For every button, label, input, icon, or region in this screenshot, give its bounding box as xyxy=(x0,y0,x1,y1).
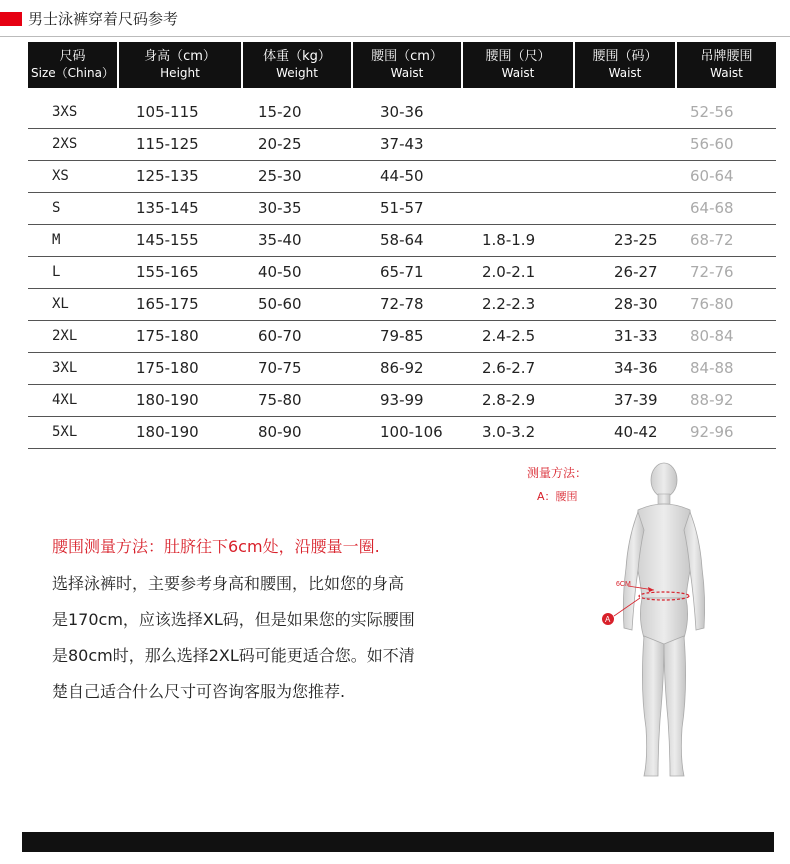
table-cell: 23-25 xyxy=(574,224,676,256)
table-row xyxy=(28,160,776,192)
table-body xyxy=(28,88,776,448)
table-cell: 50-60 xyxy=(242,288,352,320)
table-cell: 145-155 xyxy=(118,224,242,256)
figure-marker-a: A xyxy=(605,615,611,624)
table-cell: 80-90 xyxy=(242,416,352,448)
table-cell: 30-36 xyxy=(352,96,462,128)
table-cell: 93-99 xyxy=(352,384,462,416)
advice-line: 是170cm，应该选择XL码，但是如果您的实际腰围 xyxy=(52,610,415,629)
table-cell: 175-180 xyxy=(118,352,242,384)
advice-line: 是80cm时，那么选择2XL码可能更适合您。如不清 xyxy=(52,646,415,665)
table-cell: 5XL xyxy=(28,416,118,448)
table-cell: 70-75 xyxy=(242,352,352,384)
table-cell: L xyxy=(28,256,118,288)
footer-bar xyxy=(22,832,774,852)
table-cell: M xyxy=(28,224,118,256)
table-cell: 105-115 xyxy=(118,96,242,128)
header-size: 尺码 Size（China） xyxy=(28,42,118,88)
page-header xyxy=(0,8,790,30)
table-cell: 2.4-2.5 xyxy=(462,320,574,352)
table-row xyxy=(28,384,776,416)
measure-method-title: 测量方法： xyxy=(527,466,588,480)
table-cell: 2XL xyxy=(28,320,118,352)
table-cell: 44-50 xyxy=(352,160,462,192)
table-cell: 175-180 xyxy=(118,320,242,352)
table-cell xyxy=(574,128,676,160)
table-cell: 60-70 xyxy=(242,320,352,352)
table-cell: 72-78 xyxy=(352,288,462,320)
table-cell: 2.2-2.3 xyxy=(462,288,574,320)
table-cell: 40-50 xyxy=(242,256,352,288)
table-cell: 4XL xyxy=(28,384,118,416)
table-cell: 88-92 xyxy=(676,384,776,416)
title-accent-mark xyxy=(0,12,22,26)
table-cell: 86-92 xyxy=(352,352,462,384)
table-cell: 37-43 xyxy=(352,128,462,160)
table-cell: 2.0-2.1 xyxy=(462,256,574,288)
table-cell: 3XS xyxy=(28,96,118,128)
table-row xyxy=(28,128,776,160)
size-chart-table xyxy=(28,42,776,449)
table-cell: 155-165 xyxy=(118,256,242,288)
advice-line: 楚自己适合什么尺寸可咨询客服为您推荐. xyxy=(52,682,346,701)
measure-item-a: A：腰围 xyxy=(537,490,578,503)
table-cell xyxy=(462,192,574,224)
table-cell: 25-30 xyxy=(242,160,352,192)
table-cell: 165-175 xyxy=(118,288,242,320)
table-cell: XS xyxy=(28,160,118,192)
table-cell: 92-96 xyxy=(676,416,776,448)
header-height: 身高（cm） Height xyxy=(118,42,242,88)
table-row xyxy=(28,416,776,448)
header-tag-waist: 吊牌腰围 Waist xyxy=(676,42,776,88)
body-figure-illustration xyxy=(600,458,720,788)
table-cell xyxy=(574,96,676,128)
header-waist-inch: 腰围（码） Waist xyxy=(574,42,676,88)
table-cell: 15-20 xyxy=(242,96,352,128)
table-cell: 64-68 xyxy=(676,192,776,224)
table-cell: 2.6-2.7 xyxy=(462,352,574,384)
header-weight: 体重（kg） Weight xyxy=(242,42,352,88)
table-row xyxy=(28,96,776,128)
mannequin-figure xyxy=(600,458,720,788)
table-cell: 1.8-1.9 xyxy=(462,224,574,256)
table-cell: 84-88 xyxy=(676,352,776,384)
table-cell: 79-85 xyxy=(352,320,462,352)
waist-measure-note: 腰围测量方法：肚脐往下6cm处，沿腰量一圈. xyxy=(52,537,380,556)
table-cell: 58-64 xyxy=(352,224,462,256)
table-cell: 72-76 xyxy=(676,256,776,288)
table-cell: 35-40 xyxy=(242,224,352,256)
table-cell: 65-71 xyxy=(352,256,462,288)
table-cell: 180-190 xyxy=(118,416,242,448)
table-row xyxy=(28,352,776,384)
page-title: 男士泳裤穿着尺码参考 xyxy=(28,10,179,28)
table-cell: 51-57 xyxy=(352,192,462,224)
advice-line: 选择泳裤时，主要参考身高和腰围，比如您的身高 xyxy=(52,574,405,593)
table-cell: 56-60 xyxy=(676,128,776,160)
table-cell: 60-64 xyxy=(676,160,776,192)
table-cell: 115-125 xyxy=(118,128,242,160)
table-cell: XL xyxy=(28,288,118,320)
table-row xyxy=(28,224,776,256)
table-row xyxy=(28,320,776,352)
table-cell: 2XS xyxy=(28,128,118,160)
figure-6cm-label: 6CM xyxy=(616,581,631,588)
table-cell: 100-106 xyxy=(352,416,462,448)
table-cell: 3XL xyxy=(28,352,118,384)
header-waist-cm: 腰围（cm） Waist xyxy=(352,42,462,88)
title-divider xyxy=(0,36,790,37)
table-cell: 26-27 xyxy=(574,256,676,288)
header-waist-chi: 腰围（尺） Waist xyxy=(462,42,574,88)
table-cell: 68-72 xyxy=(676,224,776,256)
table-cell: 75-80 xyxy=(242,384,352,416)
table-cell xyxy=(462,160,574,192)
table-cell xyxy=(574,160,676,192)
table-cell: 125-135 xyxy=(118,160,242,192)
table-cell: 135-145 xyxy=(118,192,242,224)
table-row xyxy=(28,288,776,320)
table-cell: 180-190 xyxy=(118,384,242,416)
table-cell: 52-56 xyxy=(676,96,776,128)
table-cell xyxy=(462,96,574,128)
table-cell xyxy=(574,192,676,224)
table-cell: S xyxy=(28,192,118,224)
table-cell: 2.8-2.9 xyxy=(462,384,574,416)
table-cell: 34-36 xyxy=(574,352,676,384)
size-advice-text xyxy=(52,566,522,710)
table-row xyxy=(28,256,776,288)
table-cell: 37-39 xyxy=(574,384,676,416)
table-cell: 3.0-3.2 xyxy=(462,416,574,448)
table-cell: 76-80 xyxy=(676,288,776,320)
table-cell xyxy=(462,128,574,160)
table-cell: 28-30 xyxy=(574,288,676,320)
table-header-row xyxy=(28,42,776,88)
table-row xyxy=(28,192,776,224)
table-cell: 40-42 xyxy=(574,416,676,448)
table-cell: 20-25 xyxy=(242,128,352,160)
table-cell: 80-84 xyxy=(676,320,776,352)
table-cell: 30-35 xyxy=(242,192,352,224)
table-cell: 31-33 xyxy=(574,320,676,352)
